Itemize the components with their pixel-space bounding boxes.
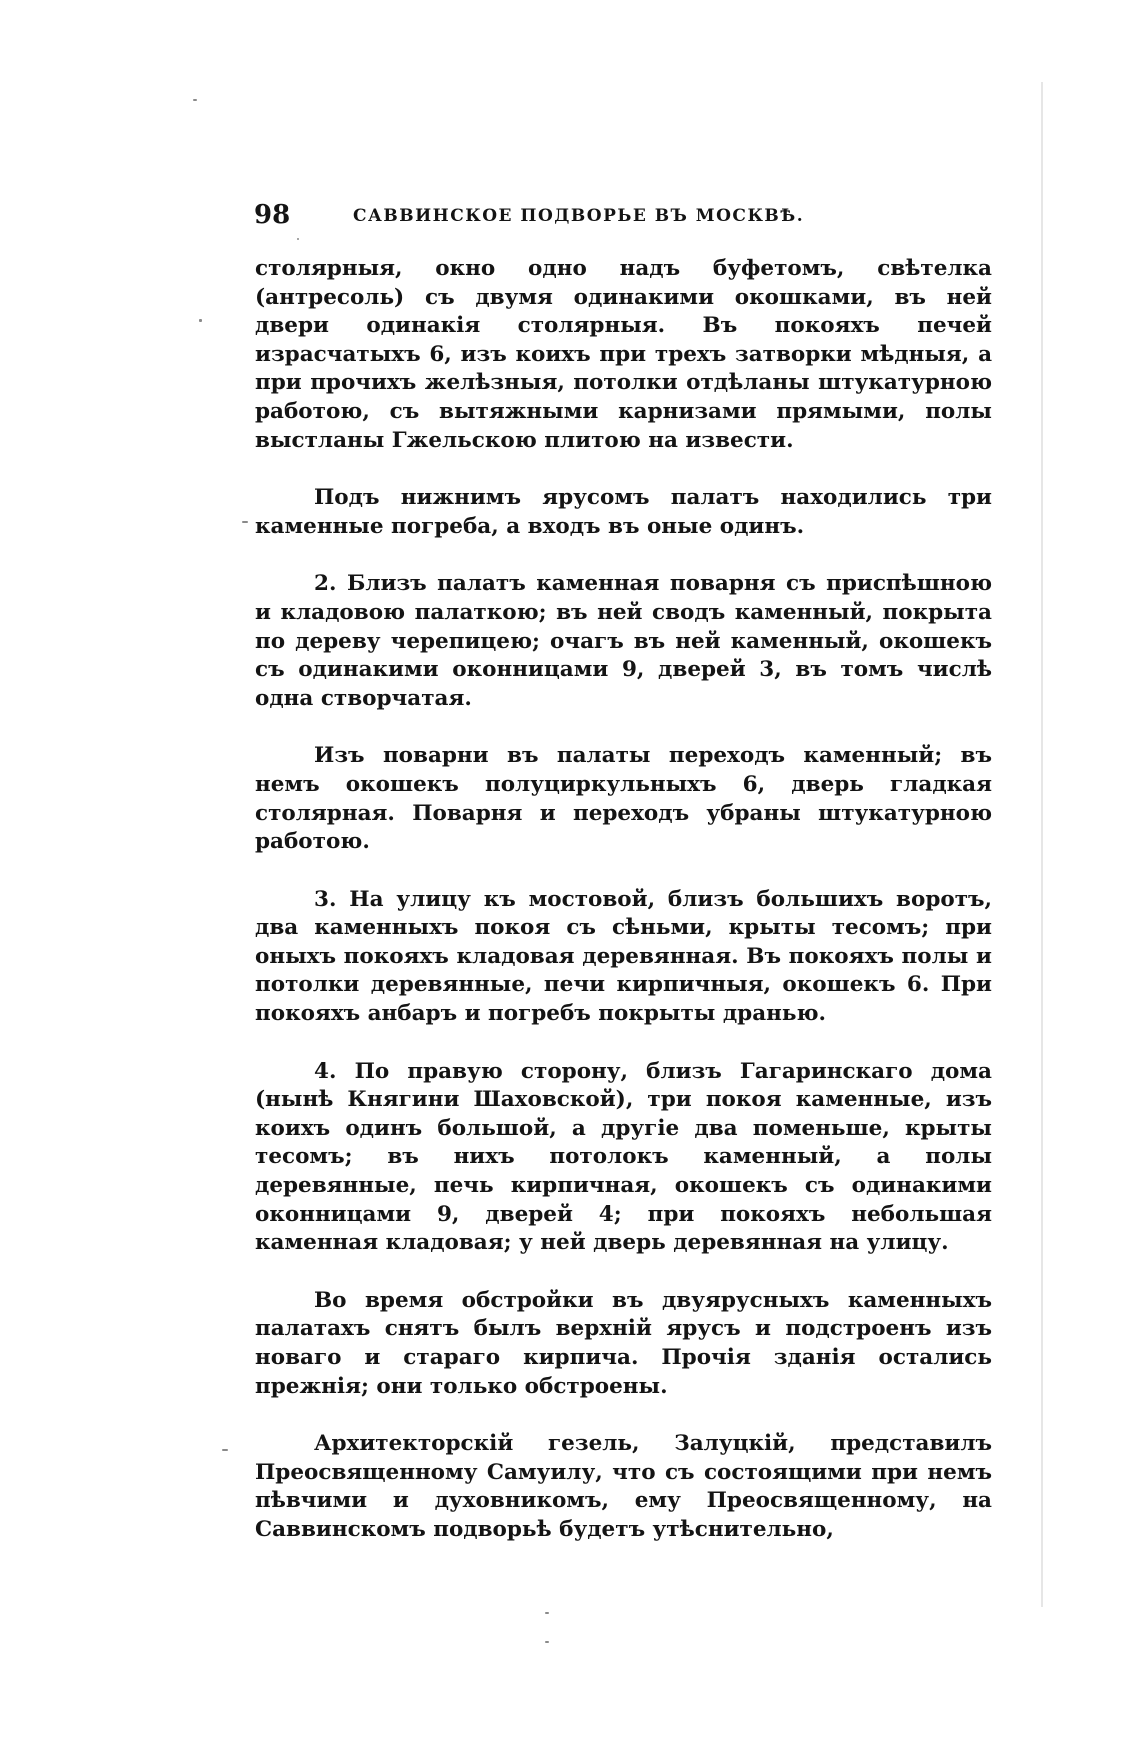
running-title: САВВИНСКОЕ ПОДВОРЬЕ ВЪ МОСКВѢ. <box>353 206 805 226</box>
scan-speck <box>545 1612 549 1614</box>
paragraph: 3. На улицу къ мостовой, близъ большихъ воротъ, два каменныхъ покоя съ сѣньми, крыты тесомъ; при оныхъ покояхъ кладовая деревянная. Въ покояхъ полы и потолки деревянные, печи кирпичныя, окошекъ 6. При покояхъ анбаръ и погребъ покрыты дранью. <box>255 886 992 1027</box>
page-header <box>254 200 989 236</box>
scan-speck <box>193 99 197 101</box>
scan-speck <box>199 319 202 322</box>
paragraph: 4. По правую сторону, близъ Гагаринскаго дома (нынѣ Княгини Шаховской), три покоя каменные, изъ коихъ одинъ большой, а другіе два поменьше, крыты тесомъ; въ нихъ потолокъ каменный, а полы деревянные, печь кирпичная, окошекъ съ одинакими оконницами 9, дверей 4; при покояхъ небольшая каменная кладовая; у ней дверь деревянная на улицу. <box>255 1058 992 1256</box>
paragraph: Во время обстройки въ двуярусныхъ каменныхъ палатахъ снятъ былъ верхній ярусъ и подстроенъ изъ новаго и стараго кирпича. Прочія зданія остались прежнія; они только обстроены. <box>255 1287 992 1399</box>
paragraph: 2. Близъ палатъ каменная поварня съ приспѣшною и кладовою палаткою; въ ней сводъ каменный, покрыта по дереву черепицею; очагъ въ ней каменный, окошекъ съ одинакими оконницами 9, дверей 3, въ томъ числѣ одна створчатая. <box>255 571 992 711</box>
paragraph: столярныя, окно одно надъ буфетомъ, свѣтелка (антресоль) съ двумя одинакими окошками, въ ней двери одинакія столярныя. Въ покояхъ печей израсчатыхъ 6, изъ коихъ при трехъ затворки мѣдныя, а при прочихъ желѣзныя, потолки отдѣланы штукатурною работою, съ вытяжными карнизами прямыми, полы выстланы Гжельскою плитою на извести. <box>255 256 992 453</box>
paragraph: Подъ нижнимъ ярусомъ палатъ находились три каменные погреба, а входъ въ оные одинъ. <box>255 485 992 539</box>
scan-speck <box>242 521 248 523</box>
scan-speck <box>297 238 299 240</box>
scan-speck <box>545 1641 549 1643</box>
body-text <box>255 255 992 1545</box>
page-number: 98 <box>254 200 291 230</box>
page-edge-shadow <box>1041 82 1043 1607</box>
scan-speck <box>222 1449 228 1451</box>
paragraph: Архитекторскій гезель, Залуцкій, представилъ Преосвященному Самуилу, что съ состоящими при немъ пѣвчими и духовникомъ, ему Преосвященному, на Саввинскомъ подворьѣ будетъ утѣснительно, <box>255 1431 992 1542</box>
paragraph: Изъ поварни въ палаты переходъ каменный; въ немъ окошекъ полуциркульныхъ 6, дверь гладкая столярная. Поварня и переходъ убраны штукатурною работою. <box>255 743 992 855</box>
